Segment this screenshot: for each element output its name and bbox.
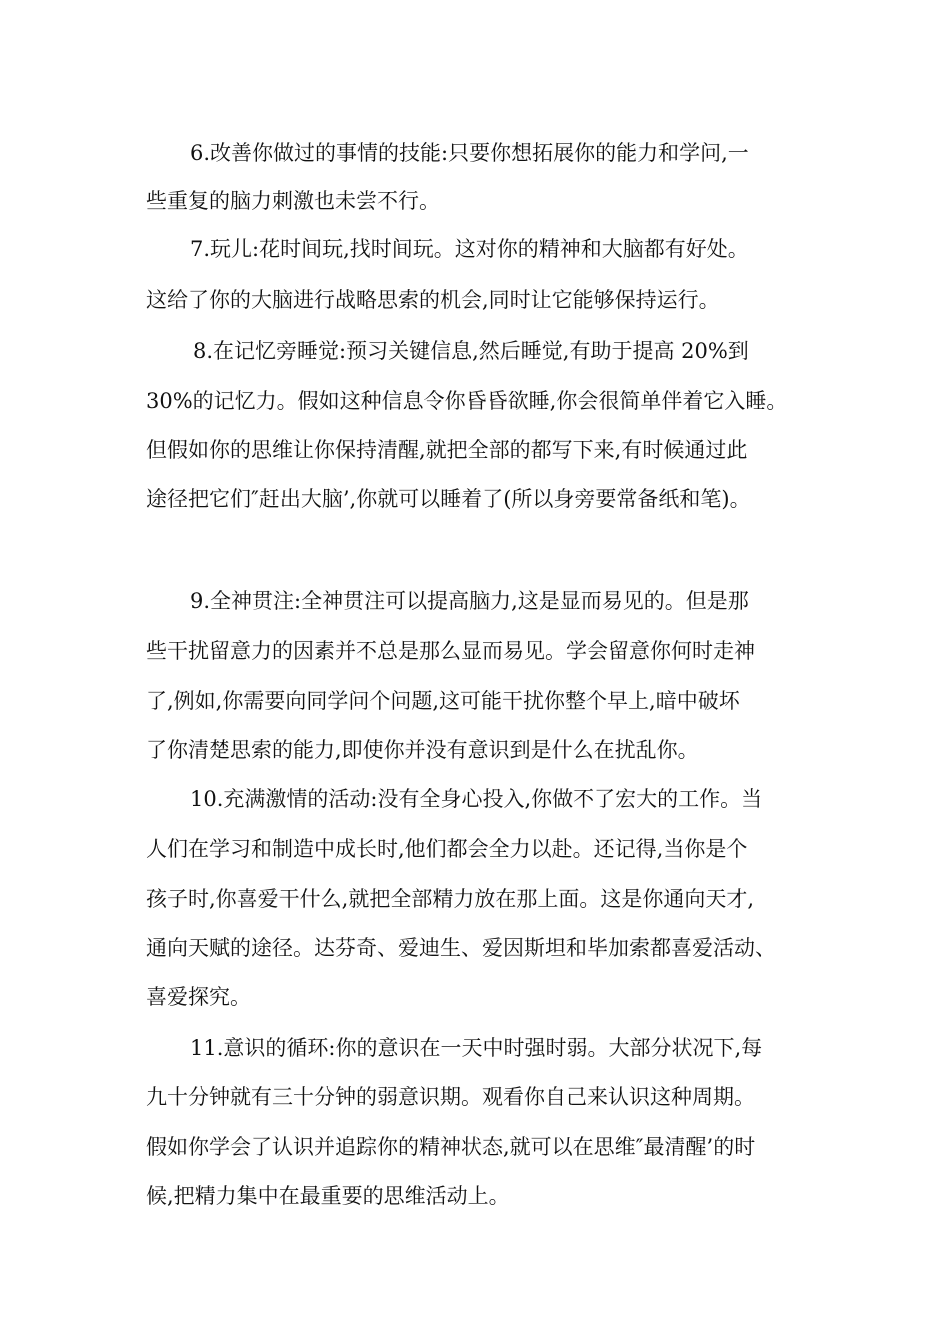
paragraph-line: 30%的记忆力。假如这种信息令你昏昏欲睡,你会很简单伴着它入睡。 xyxy=(146,389,788,413)
paragraph-line: 些重复的脑力刺激也未尝不行。 xyxy=(146,189,440,213)
paragraph-line: 但假如你的思维让你保持清醒,就把全部的都写下来,有时候通过此 xyxy=(146,438,748,462)
paragraph-line: 人们在学习和制造中成长时,他们都会全力以赴。还记得,当你是个 xyxy=(146,837,748,861)
paragraph-line: 了,例如,你需要向同学问个问题,这可能干扰你整个早上,暗中破坏 xyxy=(146,689,740,713)
paragraph-line: 8.在记忆旁睡觉:预习关键信息,然后睡觉,有助于提高 20%到 xyxy=(193,339,749,363)
paragraph-line: 11.意识的循环:你的意识在一天中时强时弱。大部分状况下,每 xyxy=(190,1036,763,1060)
paragraph-line: 候,把精力集中在最重要的思维活动上。 xyxy=(146,1184,510,1208)
paragraph-line: 7.玩儿:花时间玩,找时间玩。这对你的精神和大脑都有好处。 xyxy=(190,237,749,261)
paragraph-line: 10.充满激情的活动:没有全身心投入,你做不了宏大的工作。当 xyxy=(190,787,763,811)
paragraph-line: 这给了你的大脑进行战略思索的机会,同时让它能够保持运行。 xyxy=(146,288,720,312)
paragraph-line: 了你清楚思索的能力,即使你并没有意识到是什么在扰乱你。 xyxy=(146,738,699,762)
paragraph-line: 喜爱探究。 xyxy=(146,985,251,1009)
paragraph-line: 假如你学会了认识并追踪你的精神状态,就可以在思维″最清醒’的时 xyxy=(146,1135,756,1159)
paragraph-line: 些干扰留意力的因素并不总是那么显而易见。学会留意你何时走神 xyxy=(146,639,755,663)
paragraph-line: 6.改善你做过的事情的技能:只要你想拓展你的能力和学问,一 xyxy=(190,141,749,165)
paragraph-line: 途径把它们″赶出大脑’,你就可以睡着了(所以身旁要常备纸和笔)。 xyxy=(146,487,751,511)
paragraph-line: 孩子时,你喜爱干什么,就把全部精力放在那上面。这是你通向天才, xyxy=(146,887,755,911)
paragraph-line: 通向天赋的途径。达芬奇、爱迪生、爱因斯坦和毕加索都喜爱活动、 xyxy=(146,936,776,960)
paragraph-line: 9.全神贯注:全神贯注可以提高脑力,这是显而易见的。但是那 xyxy=(190,589,749,613)
paragraph-line: 九十分钟就有三十分钟的弱意识期。观看你自己来认识这种周期。 xyxy=(146,1085,755,1109)
